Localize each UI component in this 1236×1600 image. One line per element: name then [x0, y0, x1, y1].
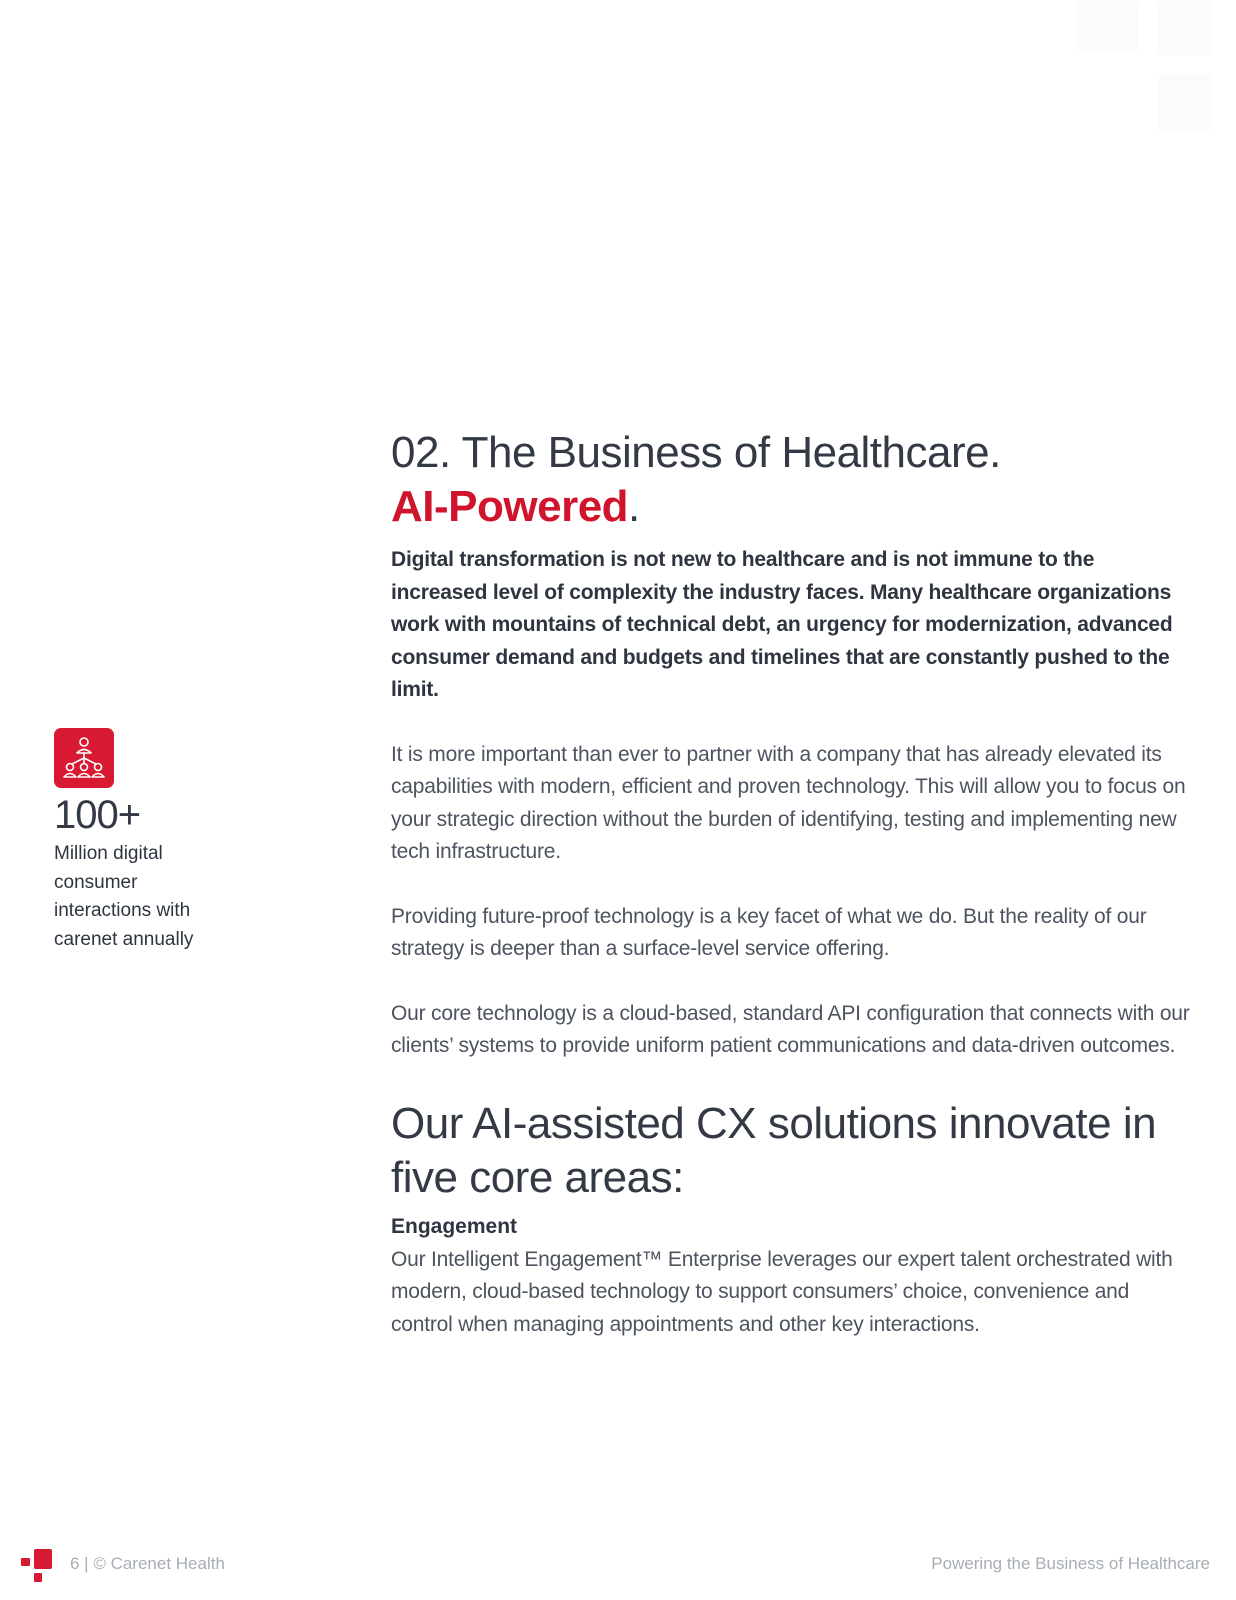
footer-page-info: 6 | © Carenet Health [70, 1554, 225, 1573]
lead-paragraph: Digital transformation is not new to healthcare and is not immune to the increased level of complexity the industry faces. Many healthcare organizations work with mountains of technical debt, an urgency for modernization, advanced consumer demand and budgets and timelines that are constantly pushed to the limit. [391, 548, 1173, 701]
section-title [391, 426, 1191, 534]
body-paragraph: Our core technology is a cloud-based, standard API configuration that connects with our clients’ systems to provide uniform patient communications and data-driven outcomes. [391, 1001, 1190, 1057]
body-paragraph: It is more important than ever to partner with a company that has already elevated its capabilities with modern, efficient and proven technology. This will allow you to focus on your strategic direction without the burden of identifying, testing and implementing new tech infrastructure. [391, 742, 1186, 863]
stat-label: Million digital consumer interactions with carenet annually [54, 843, 194, 950]
section-title-text: 02. The Business of Healthcare. [391, 428, 1001, 477]
main-content [391, 426, 1191, 1341]
footer-tagline: Powering the Business of Healthcare [931, 1554, 1210, 1573]
body-paragraph: Providing future-proof technology is a key facet of what we do. But the reality of our strategy is deeper than a surface-level service offering. [391, 904, 1147, 960]
area-title: Engagement [391, 1214, 518, 1238]
section-title-accent: AI-Powered [391, 482, 629, 531]
stat-callout [54, 728, 194, 954]
carenet-logo-icon [21, 1549, 55, 1583]
core-areas-heading: Our AI-assisted CX solutions innovate in five core areas: [391, 1098, 1157, 1202]
area-text: Our Intelligent Engagement™ Enterprise leverages our expert talent orchestrated with modern, cloud-based technology to support consumers’ choice, convenience and control when managing appointments and other key interactions. [391, 1247, 1173, 1336]
corner-decoration [1158, 0, 1212, 56]
section-title-period: . [628, 482, 640, 531]
people-network-icon [54, 728, 114, 788]
stat-number: 100+ [54, 793, 141, 837]
corner-decoration [1076, 0, 1138, 52]
corner-decoration [1158, 74, 1212, 132]
